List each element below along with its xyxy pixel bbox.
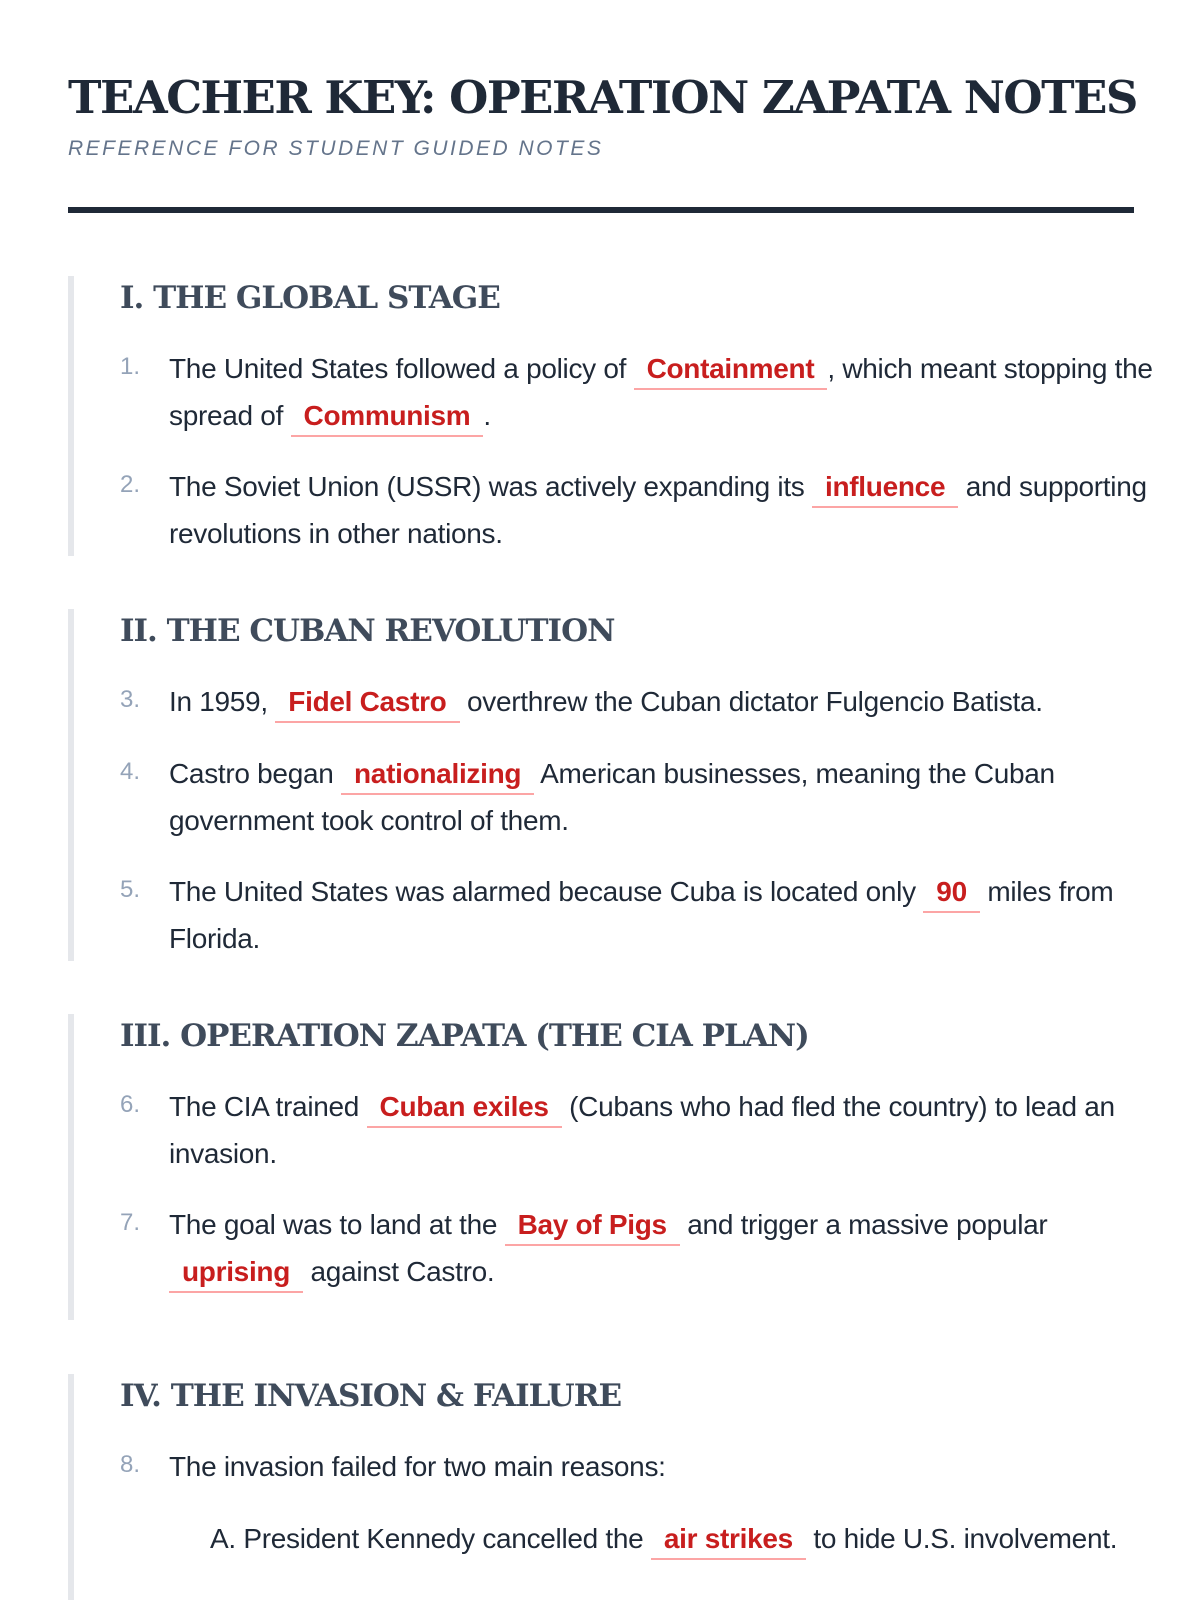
item-text: The goal was to land at the Bay of Pigs and trigger a massive popular uprising against Castro.	[169, 1201, 1169, 1295]
item-text: Castro began nationalizing American businesses, meaning the Cuban government took control of them.	[169, 750, 1169, 844]
answer-blank: Cuban exiles	[367, 1088, 562, 1128]
answer-blank: Bay of Pigs	[505, 1206, 680, 1246]
page-header	[68, 70, 1137, 162]
answer-blank: uprising	[169, 1253, 303, 1293]
subitem-text: A. President Kennedy cancelled the air strikes to hide U.S. involvement.	[210, 1515, 1140, 1562]
answer-blank: air strikes	[651, 1520, 806, 1560]
page-subtitle: REFERENCE FOR STUDENT GUIDED NOTES	[68, 137, 604, 160]
item-number: 5.	[120, 876, 141, 903]
answer-blank: Communism	[291, 397, 484, 437]
item-number: 4.	[120, 758, 141, 785]
header-divider	[68, 207, 1134, 213]
section-title: III. OPERATION ZAPATA (THE CIA PLAN)	[120, 1018, 809, 1054]
section-title: II. THE CUBAN REVOLUTION	[120, 613, 615, 649]
answer-blank: influence	[812, 468, 958, 508]
answer-blank: 90	[923, 873, 980, 913]
section-global-stage	[68, 276, 1154, 556]
item-number: 8.	[120, 1451, 141, 1478]
section-cuban-revolution	[68, 609, 1154, 961]
answer-blank: Containment	[634, 350, 828, 390]
item-number: 2.	[120, 471, 141, 498]
answer-blank: nationalizing	[341, 755, 534, 795]
item-number: 6.	[120, 1091, 141, 1118]
page-title: TEACHER KEY: OPERATION ZAPATA NOTES	[68, 71, 1137, 124]
section-title: I. THE GLOBAL STAGE	[120, 280, 500, 316]
item-text: The CIA trained Cuban exiles (Cubans who had fled the country) to lead an invasion.	[169, 1083, 1169, 1177]
item-number: 3.	[120, 686, 141, 713]
item-text: The Soviet Union (USSR) was actively expanding its influence and supporting revolutions in other nations.	[169, 463, 1169, 557]
item-text: In 1959, Fidel Castro overthrew the Cuban dictator Fulgencio Batista.	[169, 678, 1169, 725]
item-text: The invasion failed for two main reasons:	[169, 1451, 666, 1482]
answer-blank: Fidel Castro	[275, 683, 459, 723]
item-number: 1.	[120, 353, 141, 380]
section-operation-zapata	[68, 1014, 1154, 1320]
item-text: The United States followed a policy of Containment , which meant stopping the spread of Communism .	[169, 345, 1169, 439]
section-title: IV. THE INVASION & FAILURE	[120, 1378, 622, 1414]
item-number: 7.	[120, 1209, 141, 1236]
item-text: The United States was alarmed because Cuba is located only 90 miles from Florida.	[169, 868, 1169, 962]
section-invasion-failure	[68, 1374, 1154, 1600]
